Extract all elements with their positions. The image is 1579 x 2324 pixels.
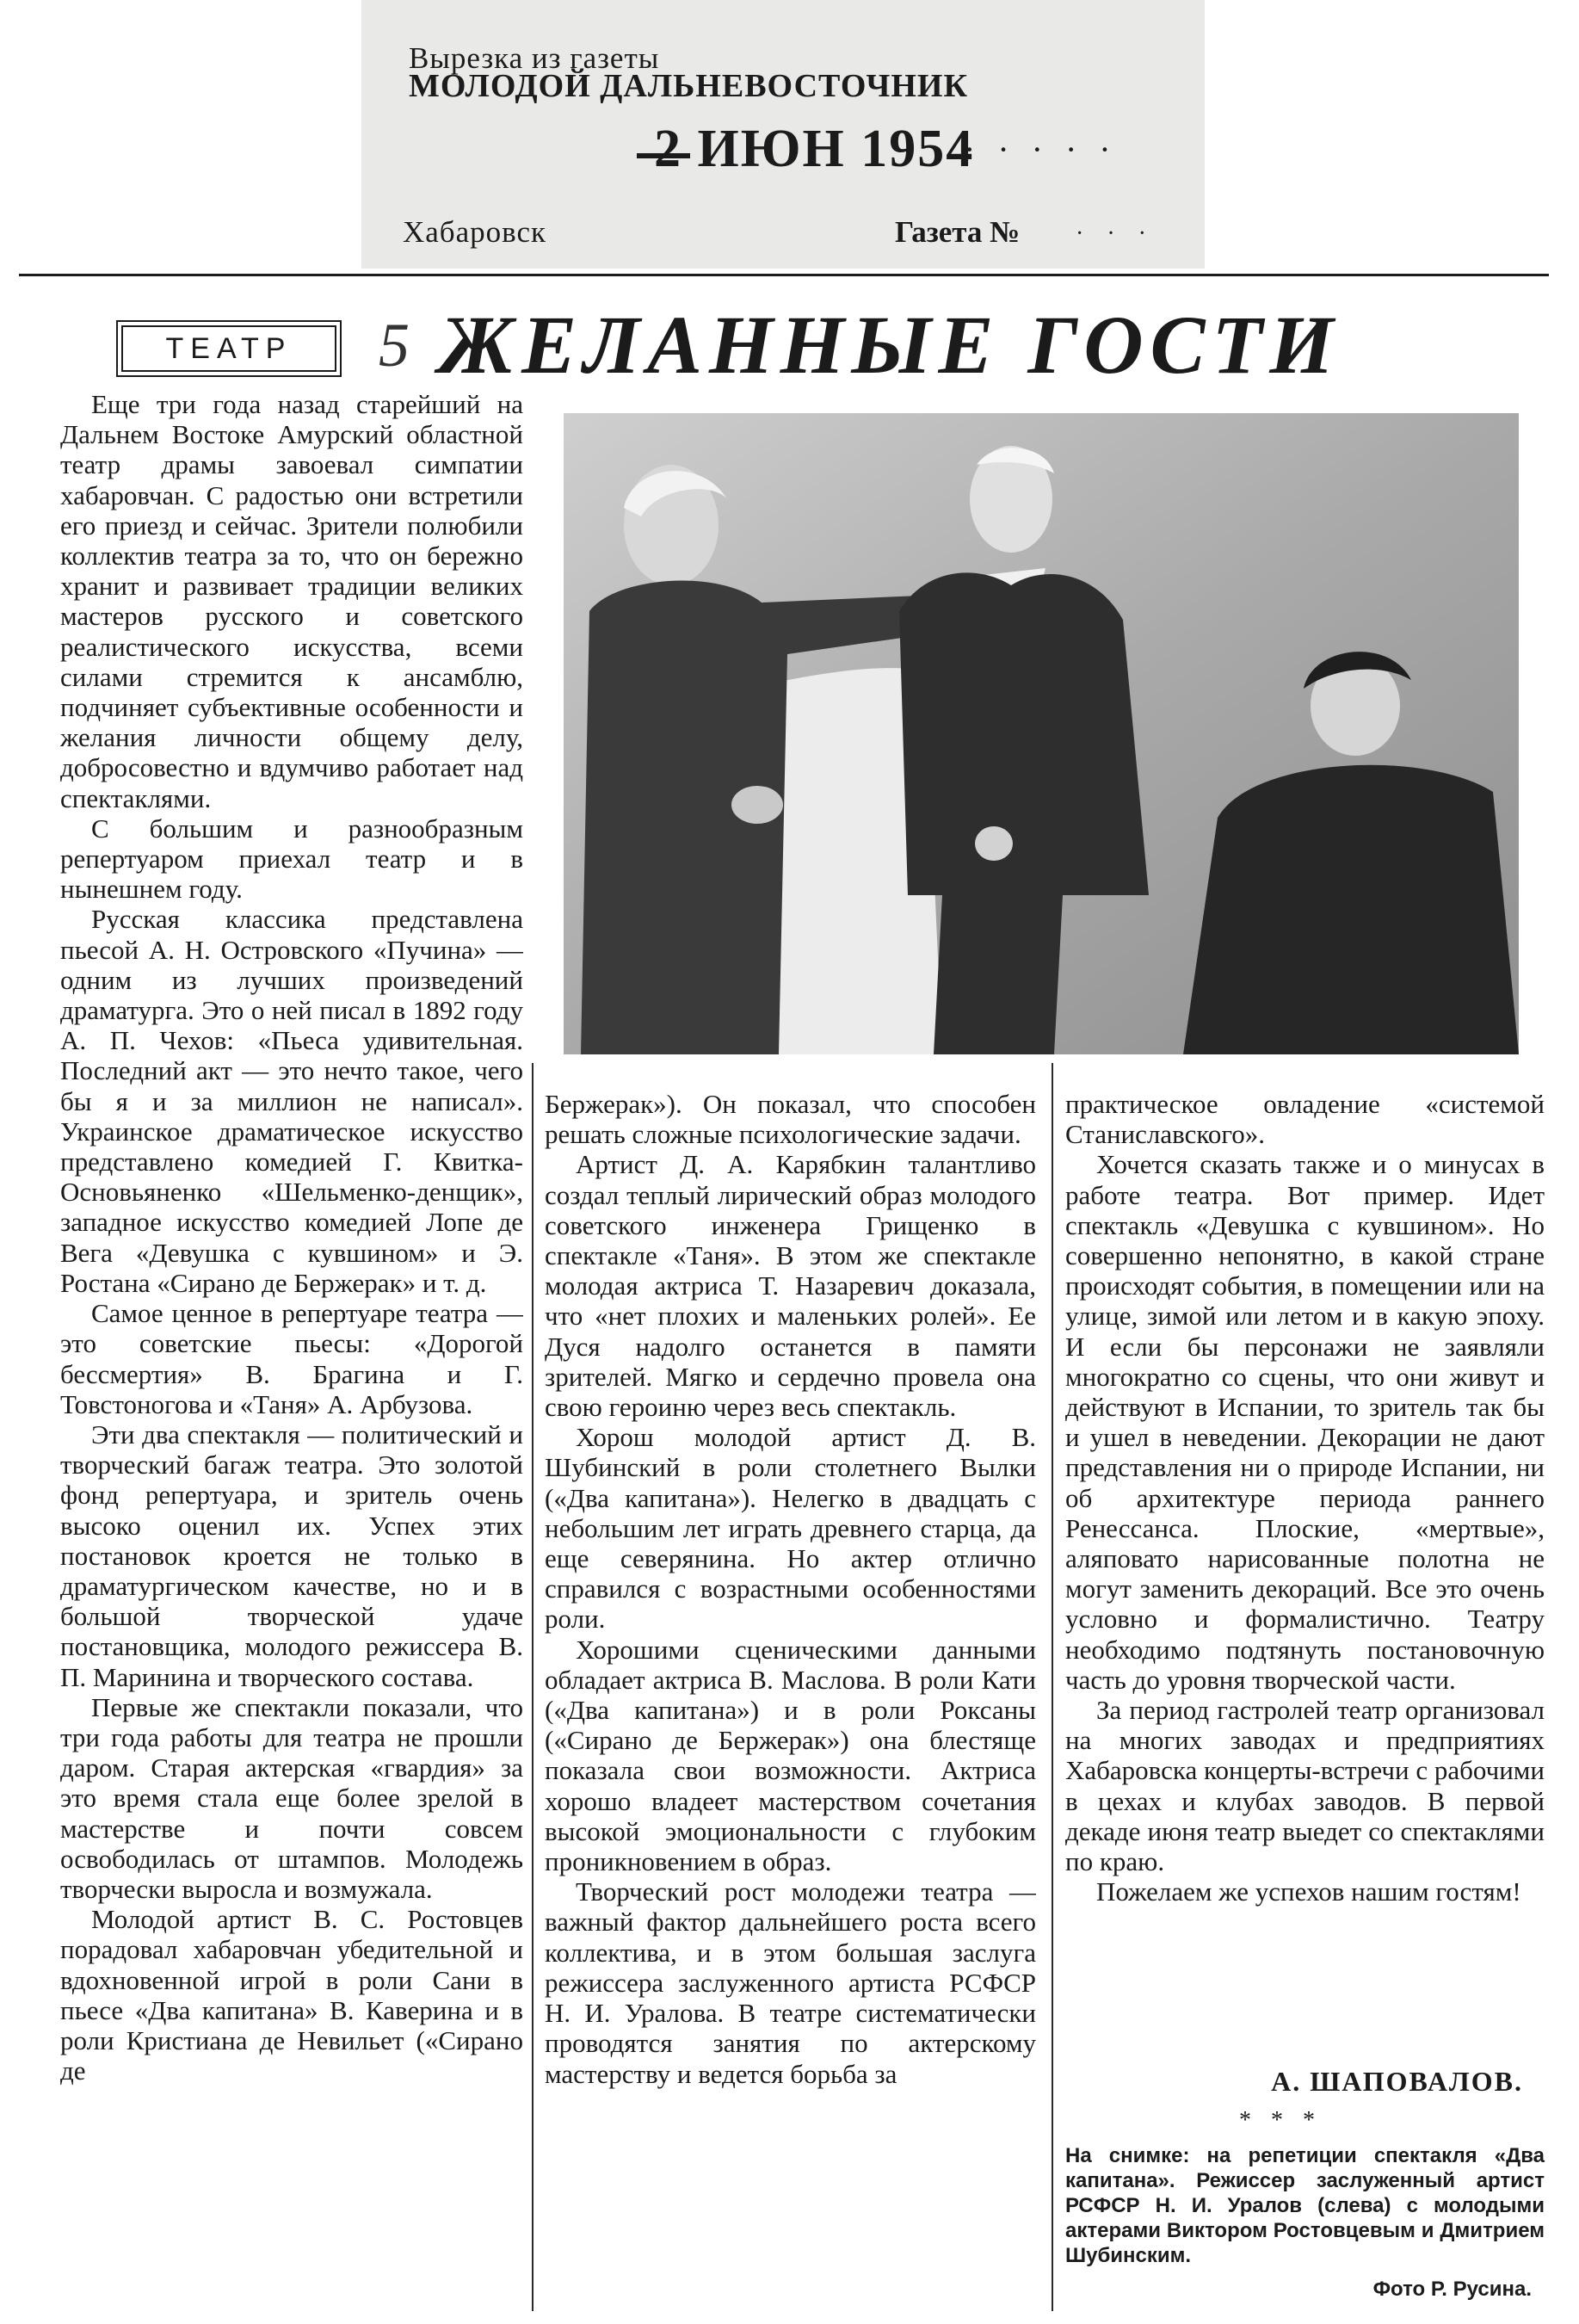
top-rule bbox=[19, 274, 1549, 276]
article-photo bbox=[564, 413, 1519, 1054]
rubric-box bbox=[116, 320, 342, 377]
paragraph: Молодой артист В. С. Ростовцев порадовал хабаровчан убедительной и вдохновенной игрой в роли Сани в пьесе «Два капитана» В. Каверина и в роли Кристиана де Невильет («Сирано де bbox=[60, 1904, 523, 2086]
paragraph: Эти два спектакля — политический и творческий багаж театра. Это золотой фонд репертуара, и зритель очень высоко оценил их. Успех этих постановок кроется не только в драматургическом качестве, но и в большой творческой удаче постановщика, молодого режиссера В. П. Маринина и творческого состава. bbox=[60, 1419, 523, 1692]
paragraph: практическое овладение «системой Станиславского». bbox=[1065, 1089, 1545, 1150]
paragraph: С большим и разнообразным репертуаром приехал театр и в нынешнем году. bbox=[60, 813, 523, 905]
clipping-city: Хабаровск bbox=[403, 215, 547, 249]
article-headline: ЖЕЛАННЫЕ ГОСТИ bbox=[439, 299, 1341, 391]
newspaper-name: МОЛОДОЙ ДАЛЬНЕВОСТОЧНИК bbox=[409, 68, 969, 104]
article-column-1 bbox=[60, 389, 523, 2309]
clipping-label bbox=[361, 0, 1205, 269]
paragraph: Артист Д. А. Карябкин талантливо создал теплый лирический образ молодого советского инженера Грищенко в спектакле «Таня». В этом же спектакле молодая актриса Т. Назаревич доказала, что «нет плохих и маленьких ролей». Ее Дуся надолго останется в памяти зрителей. Мягко и сердечно провела она свою героиню через весь спектакль. bbox=[545, 1149, 1036, 1423]
rehearsal-photo bbox=[564, 413, 1519, 1054]
paragraph: Хорошими сценическими данными обладает актриса В. Маслова. В роли Кати («Два капитана») и в роли Роксаны («Сирано де Бержерак») она блестяще показала свои возможности. Актриса хорошо владеет мастерством сочетания высокой эмоциональности с глубоким проникновением в образ. bbox=[545, 1634, 1036, 1877]
photo-credit: Фото Р. Русина. bbox=[1372, 2278, 1532, 2301]
rubric-label: ТЕАТР bbox=[165, 331, 293, 365]
article-column-3 bbox=[1065, 1089, 1545, 2053]
column-divider bbox=[1052, 1063, 1053, 2311]
paragraph: Пожелаем же успехов нашим гостям! bbox=[1096, 1876, 1521, 1907]
article-column-2 bbox=[545, 1089, 1036, 2311]
paragraph: За период гастролей театр организовал на многих заводах и предприятиях Хабаровска концерты-встречи с рабочими в цехах и клубах заводов. В первой декаде июня театр выедет со спектаклями по краю. bbox=[1065, 1695, 1545, 1877]
clipping-source-label: Вырезка из газеты bbox=[409, 41, 660, 75]
paragraph: Творческий рост молодежи театра — важный фактор дальнейшего роста всего коллектива, и в этом большая заслуга режиссера заслуженного артиста РСФСР Н. И. Уралова. В театре систематически проводятся занятия по актерскому мастерству и ведется борьба за bbox=[545, 1876, 1036, 2089]
paragraph: Русская классика представлена пьесой А. Н. Островского «Пучина» — одним из лучших произведений драматурга. Это о ней писал в 1892 году А. П. Чехов: «Пьеса удивительная. Последний акт — это нечто такое, чего бы я и за миллион не написал». Украинское драматическое искусство представлено комедией Г. Квитка-Основьяненко «Шельменко-денщик», западное искусство комедией Лопе де Вега «Девушка с кувшином» и Э. Ростана «Сирано де Бержерак» и т. д. bbox=[60, 904, 523, 1298]
paragraph: Хочется сказать также и о минусах в работе театра. Вот пример. Идет спектакль «Девушка с кувшином». Но совершенно непонятно, в какой стране происходят события, в помещении или на улице, зимой или летом и в какую эпоху. И если бы персонажи не заявляли многократно со сцены, что они живут и действуют в Испании, то зритель так бы и ушел в неведении. Декорации не дают представления ни о природе Испании, ни об архитектуре периода раннего Ренессанса. Плоские, «мертвые», аляповато нарисованные полотна не могут заменить декораций. Все это очень условно и формалистично. Театру необходимо подтянуть постановочную часть до уровня творческой части. bbox=[1065, 1149, 1545, 1695]
paragraph: Самое ценное в репертуаре театра — это советские пьесы: «Дорогой бессмертия» В. Брагина и Г. Товстоногова и «Таня» А. Арбузова. bbox=[60, 1298, 523, 1419]
author-signature: А. ШАПОВАЛОВ. bbox=[1271, 2066, 1523, 2097]
paragraph: Первые же спектакли показали, что три года работы для театра не прошли даром. Старая актерская «гвардия» за это время стала еще более зрелой в мастерстве и почти совсем освободилась от штампов. Молодежь творчески выросла и возмужала. bbox=[60, 1691, 523, 1904]
separator-stars: * * * bbox=[1239, 2107, 1322, 2134]
date-dots: · · · · · bbox=[964, 130, 1118, 169]
clipping-date-stamp: 2 ИЮН 1954 bbox=[654, 120, 975, 178]
newspaper-number-label: Газета № bbox=[895, 215, 1021, 249]
handwritten-mark: 5 bbox=[379, 311, 410, 380]
newspaper-number: · · · bbox=[1076, 220, 1155, 247]
column-divider bbox=[532, 1063, 534, 2311]
paragraph: Хорош молодой артист Д. В. Шубинский в роли столетнего Вылки («Два капитана»). Нелегко в двадцать с небольшим лет играть древнего старца, да еще северянина. Но актер отлично справился с возрастными особенностями роли. bbox=[545, 1422, 1036, 1635]
paragraph: Еще три года назад старейший на Дальнем Востоке Амурский областной театр драмы завоевал симпатии хабаровчан. С радостью они встретили его приезд и сейчас. Зрители полюбили коллектив театра за то, что он бережно хранит и развивает традиции великих мастеров русского и советского реалистического искусства, всеми силами стремится к ансамблю, подчиняет субъективные особенности и желания личности общему делу, добросовестно и вдумчиво работает над спектаклями. bbox=[60, 389, 523, 813]
paragraph: Бержерак»). Он показал, что способен решать сложные психологические задачи. bbox=[545, 1089, 1036, 1150]
photo-caption: На снимке: на репетиции спектакля «Два капитана». Режиссер заслуженный артист РСФСР Н. И. Уралов (слева) с молодыми актерами Виктором Ростовцевым и Дмитрием Шубинским. bbox=[1065, 2144, 1545, 2267]
